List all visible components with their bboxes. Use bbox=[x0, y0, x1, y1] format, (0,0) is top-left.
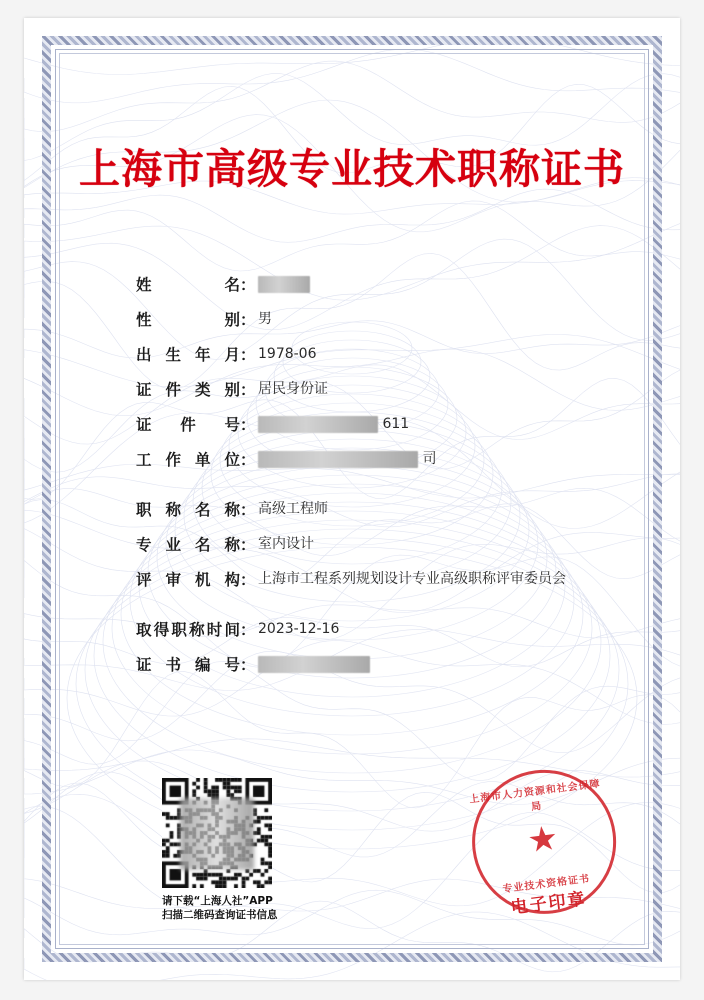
field-row bbox=[136, 533, 606, 555]
field-value: 居民身份证 bbox=[258, 381, 328, 397]
official-seal bbox=[464, 762, 622, 920]
field-value bbox=[258, 273, 606, 294]
qr-caption-line-2: 扫描二维码查询证书信息 bbox=[162, 909, 278, 921]
field-list bbox=[136, 273, 606, 688]
field-label: 出 生 年 月 ： bbox=[136, 346, 256, 364]
redaction-block bbox=[258, 416, 378, 433]
field-value: 高级工程师 bbox=[258, 501, 328, 517]
seal-label: 电子印章 bbox=[509, 889, 588, 919]
field-label: 评 审 机 构 ： bbox=[136, 571, 256, 589]
field-value: 上海市工程系列规划设计专业高级职称评审委员会 bbox=[258, 571, 566, 587]
redaction-block bbox=[258, 276, 310, 293]
field-label: 性 别 ： bbox=[136, 311, 256, 329]
field-row bbox=[136, 568, 606, 590]
field-label: 证 书 编 号 ： bbox=[136, 656, 256, 674]
page-title: 上海市高级专业技术职称证书 bbox=[79, 145, 625, 193]
qr-caption-line-1: 请下载“上海人社”APP bbox=[162, 895, 273, 907]
field-row bbox=[136, 378, 606, 400]
field-row bbox=[136, 498, 606, 520]
field-value: 司 bbox=[258, 448, 606, 469]
field-row bbox=[136, 308, 606, 330]
field-label: 证 件 类 别 ： bbox=[136, 381, 256, 399]
field-value bbox=[258, 653, 606, 674]
certificate-content bbox=[24, 18, 680, 980]
field-row bbox=[136, 273, 606, 295]
field-group-issue bbox=[136, 618, 606, 675]
field-label: 取 得 职 称 时 间 ： bbox=[136, 621, 256, 639]
field-group-title bbox=[136, 498, 606, 590]
field-value: 611 bbox=[258, 413, 606, 434]
seal-top-text: 上海市人力资源和社会保障局 bbox=[468, 778, 602, 814]
field-row bbox=[136, 653, 606, 675]
qr-section bbox=[162, 778, 280, 922]
field-label: 专 业 名 称 ： bbox=[136, 536, 256, 554]
certificate-sheet bbox=[24, 18, 680, 980]
qr-code[interactable] bbox=[162, 778, 272, 888]
field-row bbox=[136, 413, 606, 435]
field-label: 姓 名 ： bbox=[136, 276, 256, 294]
field-value: 男 bbox=[258, 311, 272, 327]
field-value: 室内设计 bbox=[258, 536, 314, 552]
redaction-block bbox=[258, 656, 370, 673]
field-group-personal bbox=[136, 273, 606, 470]
seal-bottom-text: 专业技术资格证书 bbox=[501, 873, 591, 896]
field-label: 工 作 单 位 ： bbox=[136, 451, 256, 469]
field-row bbox=[136, 343, 606, 365]
star-icon: ★ bbox=[525, 817, 561, 862]
field-row bbox=[136, 448, 606, 470]
field-value: 1978-06 bbox=[258, 346, 317, 362]
field-row bbox=[136, 618, 606, 640]
field-label: 证 件 号 ： bbox=[136, 416, 256, 434]
redaction-block bbox=[258, 451, 418, 468]
qr-redaction-overlay bbox=[180, 798, 254, 870]
field-value: 2023-12-16 bbox=[258, 621, 340, 637]
field-label: 职 称 名 称 ： bbox=[136, 501, 256, 519]
